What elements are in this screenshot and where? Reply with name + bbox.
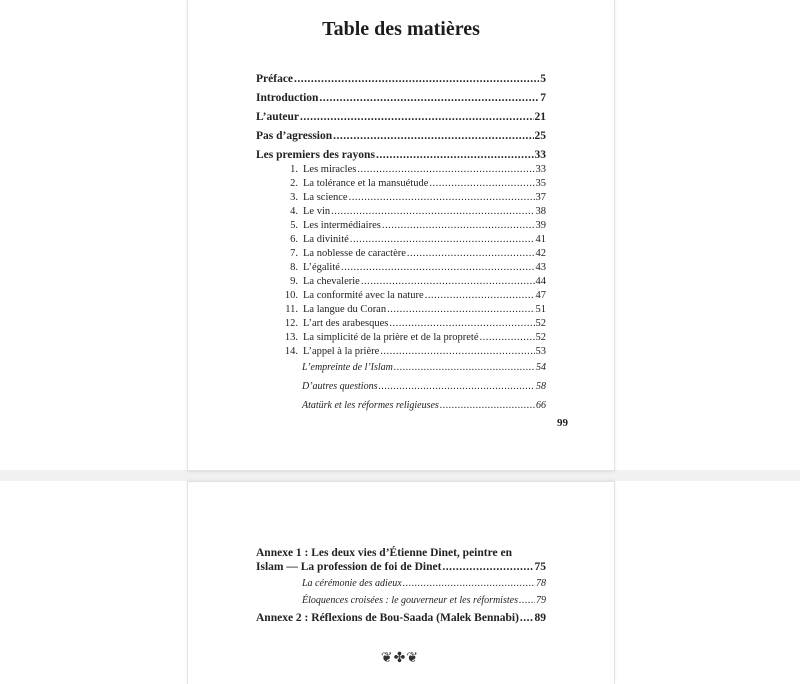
toc-subentry: 2. La tolérance et la mansuétude ..... 35: [256, 177, 546, 191]
page-gap: [0, 470, 800, 481]
annex-1-line1: Annexe 1 : Les deux vies d’Étienne Dinet, peintre en: [256, 547, 512, 559]
toc-entry: Les premiers des rayons ..... 33: [256, 148, 546, 162]
toc-subentry: 10. La conformité avec la nature ..... 47: [256, 289, 546, 303]
toc-subentry: 6. La divinité ..... 41: [256, 233, 546, 247]
toc-entry: Préface ..... 5: [256, 72, 546, 86]
toc-list: [256, 72, 546, 413]
annex-list: [256, 546, 546, 625]
annex-1-line2: Islam — La profession de foi de Dinet ..... 75: [256, 560, 546, 574]
ornament-icon: ❦✤❦: [380, 651, 420, 666]
page-top: [187, 0, 615, 471]
toc-italic-entry: La cérémonie des adieux ..... 78: [256, 577, 546, 591]
toc-subentry: 12. L’art des arabesques ..... 52: [256, 317, 546, 331]
toc-italic-entry: Éloquences croisées : le gouverneur et les réformistes ..... 79: [256, 594, 546, 608]
toc-subentry: 8. L’égalité ..... 43: [256, 261, 546, 275]
toc-subentry: 1. Les miracles ..... 33: [256, 163, 546, 177]
toc-subentry: 7. La noblesse de caractère ..... 42: [256, 247, 546, 261]
toc-subentry: 9. La chevalerie ..... 44: [256, 275, 546, 289]
toc-italic-entry: D’autres questions ..... 58: [256, 380, 546, 394]
toc-subentry: 3. La science ..... 37: [256, 191, 546, 205]
toc-subentry: 5. Les intermédiaires ..... 39: [256, 219, 546, 233]
toc-title: Table des matières: [322, 18, 480, 40]
toc-entry: Introduction ..... 7: [256, 91, 546, 105]
annex-2: Annexe 2 : Réflexions de Bou-Saada (Malek Bennabi) ..... 89: [256, 611, 546, 625]
toc-subentry: 14. L’appel à la prière ..... 53: [256, 345, 546, 359]
toc-subentry: 4. Le vin ..... 38: [256, 205, 546, 219]
toc-entry: Pas d’agression ..... 25: [256, 129, 546, 143]
toc-italic-entry: Atatürk et les réformes religieuses ..... 66: [256, 399, 546, 413]
toc-subentry: 11. La langue du Coran ..... 51: [256, 303, 546, 317]
page-number: 99: [557, 417, 568, 429]
toc-italic-entry: L’empreinte de l’Islam ..... 54: [256, 361, 546, 375]
toc-entry: L’auteur ..... 21: [256, 110, 546, 124]
toc-subentry: 13. La simplicité de la prière et de la propreté ..... 52: [256, 331, 546, 345]
